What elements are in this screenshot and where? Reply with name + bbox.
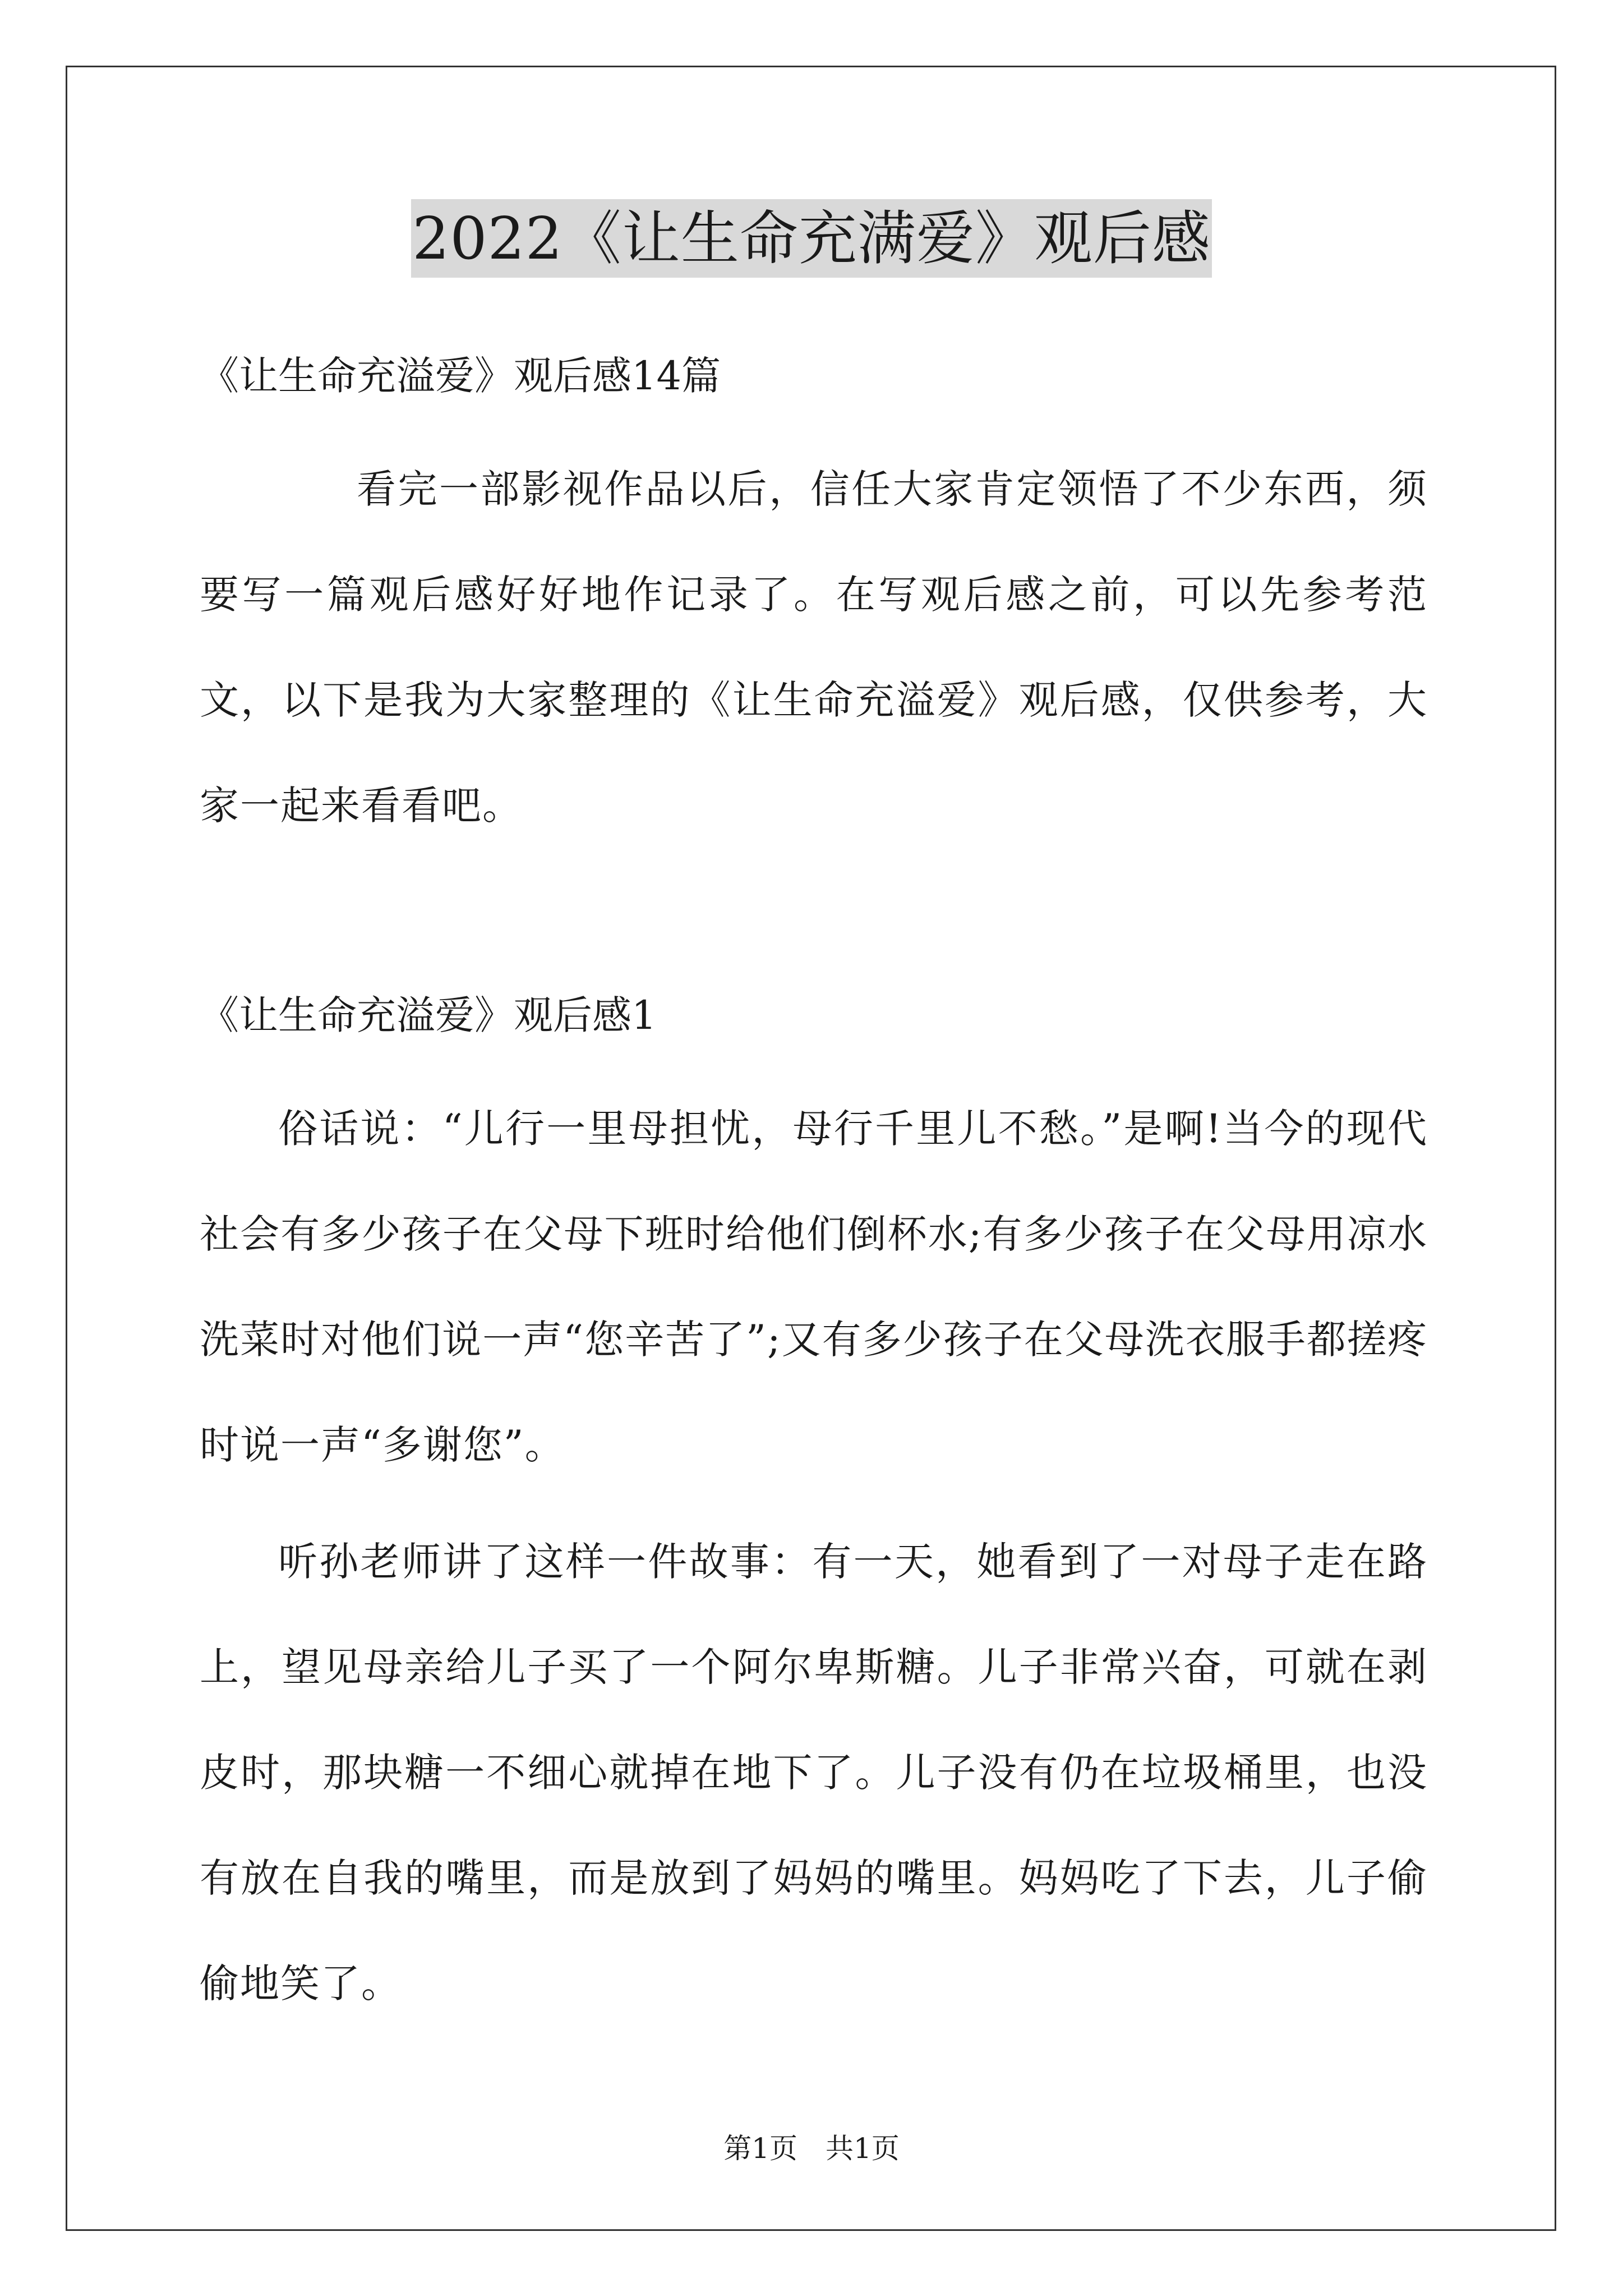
- document-title: 2022《让生命充满爱》观后感: [411, 199, 1212, 278]
- document-subtitle: 《让生命充溢爱》观后感14篇: [200, 353, 721, 399]
- page-footer: [0, 2129, 1623, 2168]
- page-total: 共1页: [826, 2132, 900, 2165]
- document-body: [200, 348, 1428, 2036]
- title-container: [0, 199, 1623, 278]
- page-number: 第1页: [723, 2132, 797, 2165]
- section-heading: 《让生命充溢爱》观后感1: [200, 992, 657, 1038]
- body-paragraph-2: 听孙老师讲了这样一件故事：有一天，她看到了一对母子走在路上，望见母亲给儿子买了一个阿尔卑斯糖。儿子非常兴奋，可就在剥皮时，那块糖一不细心就掉在地下了。儿子没有仍在垃圾桶里，也没有放在自我的嘴里，而是放到了妈妈的嘴里。妈妈吃了下去，儿子偷偷地笑了。: [200, 1539, 1428, 2007]
- intro-paragraph: 看完一部影视作品以后，信任大家肯定领悟了不少东西，须要写一篇观后感好好地作记录了。在写观后感之前，可以先参考范文，以下是我为大家整理的《让生命充溢爱》观后感，仅供参考，大家一起来看看吧。: [200, 466, 1428, 829]
- body-paragraph-1: 俗话说：“儿行一里母担忧，母行千里儿不愁。”是啊!当今的现代社会有多少孩子在父母下班时给他们倒杯水;有多少孩子在父母用凉水洗菜时对他们说一声“您辛苦了”;又有多少孩子在父母洗衣服手都搓疼时说一声“多谢您”。: [200, 1106, 1428, 1468]
